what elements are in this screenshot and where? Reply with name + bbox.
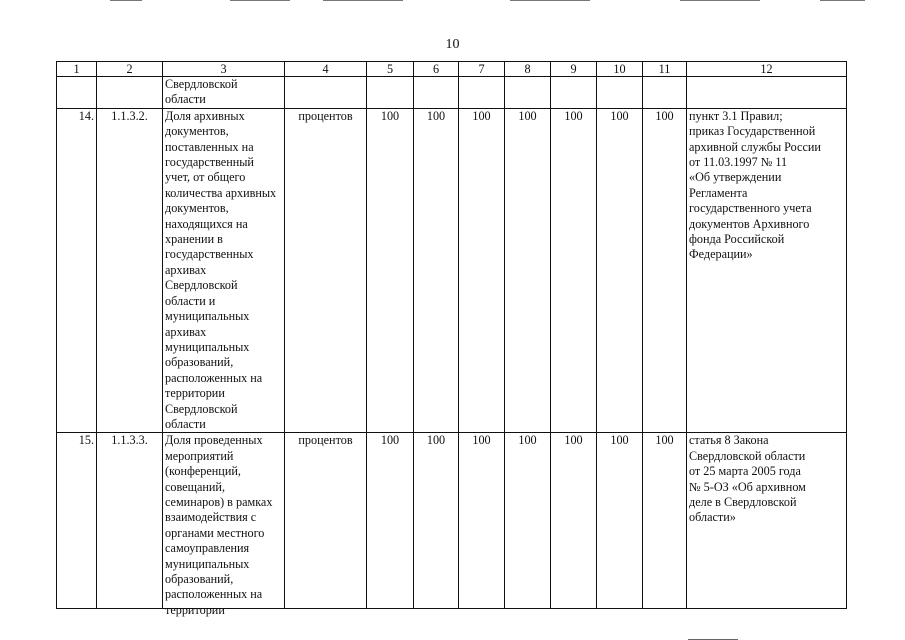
row-code-cell (97, 77, 163, 109)
description-cell: Доля архивных документов, поставленных на государственный учет, от общего количества архивных документов, находящихся на хранении в государственных архивах Свердловской области и муниципальных архивах муниципальных образований, расположенных на территории Свердловской области (163, 108, 285, 433)
value-cell: 100 (367, 108, 414, 433)
unit-cell: процентов (285, 433, 367, 609)
value-cell (414, 77, 459, 109)
column-number: 12 (687, 62, 847, 77)
column-number: 7 (459, 62, 505, 77)
top-edge-rule (323, 0, 403, 1)
column-number: 8 (505, 62, 551, 77)
unit-cell: процентов (285, 108, 367, 433)
row-number-cell (57, 77, 97, 109)
value-cell: 100 (505, 433, 551, 609)
value-cell (551, 77, 597, 109)
column-number: 10 (597, 62, 643, 77)
basis-cell: статья 8 Закона Свердловской области от 25 марта 2005 года № 5-ОЗ «Об архивном деле в Свердловской области» (687, 433, 847, 609)
value-cell (643, 77, 687, 109)
value-cell (459, 77, 505, 109)
value-cell: 100 (414, 433, 459, 609)
top-edge-rule (820, 0, 865, 1)
top-edge-rule (510, 0, 590, 1)
value-cell: 100 (597, 433, 643, 609)
row-code-cell: 1.1.3.3. (97, 433, 163, 609)
table-row (57, 433, 847, 609)
basis-cell (687, 77, 847, 109)
indicator-table (56, 61, 847, 617)
value-cell: 100 (551, 108, 597, 433)
value-cell: 100 (597, 108, 643, 433)
row-code-cell: 1.1.3.2. (97, 108, 163, 433)
column-number: 5 (367, 62, 414, 77)
top-edge-rule (680, 0, 760, 1)
value-cell: 100 (459, 108, 505, 433)
table-row (57, 108, 847, 433)
value-cell: 100 (414, 108, 459, 433)
description-text: Доля проведенных мероприятий (конференций, совещаний, семинаров) в рамках взаимодействия с органами местного самоуправления муниципальных образований, расположенных на территории (165, 433, 273, 617)
column-number: 6 (414, 62, 459, 77)
page-number: 10 (445, 37, 460, 52)
basis-cell: пункт 3.1 Правил; приказ Государственной архивной службы России от 11.03.1997 № 11 «Об утверждении Регламента государственного учета документов Архивного фонда Российской Федерации» (687, 108, 847, 433)
value-cell: 100 (459, 433, 505, 609)
description-cell (163, 433, 285, 617)
value-cell (367, 77, 414, 109)
value-cell: 100 (551, 433, 597, 609)
value-cell: 100 (505, 108, 551, 433)
value-cell: 100 (643, 433, 687, 609)
table-row (57, 77, 847, 109)
unit-cell (285, 77, 367, 109)
column-number: 4 (285, 62, 367, 77)
value-cell (597, 77, 643, 109)
column-number: 11 (643, 62, 687, 77)
column-number: 9 (551, 62, 597, 77)
top-edge-rule (110, 0, 142, 1)
value-cell (505, 77, 551, 109)
value-cell: 100 (643, 108, 687, 433)
row-number-cell: 15. (57, 433, 97, 609)
description-cell: Свердловской области (163, 77, 285, 109)
column-number-row (57, 62, 847, 77)
column-number: 3 (163, 62, 285, 77)
column-number: 2 (97, 62, 163, 77)
column-number: 1 (57, 62, 97, 77)
value-cell: 100 (367, 433, 414, 609)
top-edge-rule (230, 0, 290, 1)
row-number-cell: 14. (57, 108, 97, 433)
